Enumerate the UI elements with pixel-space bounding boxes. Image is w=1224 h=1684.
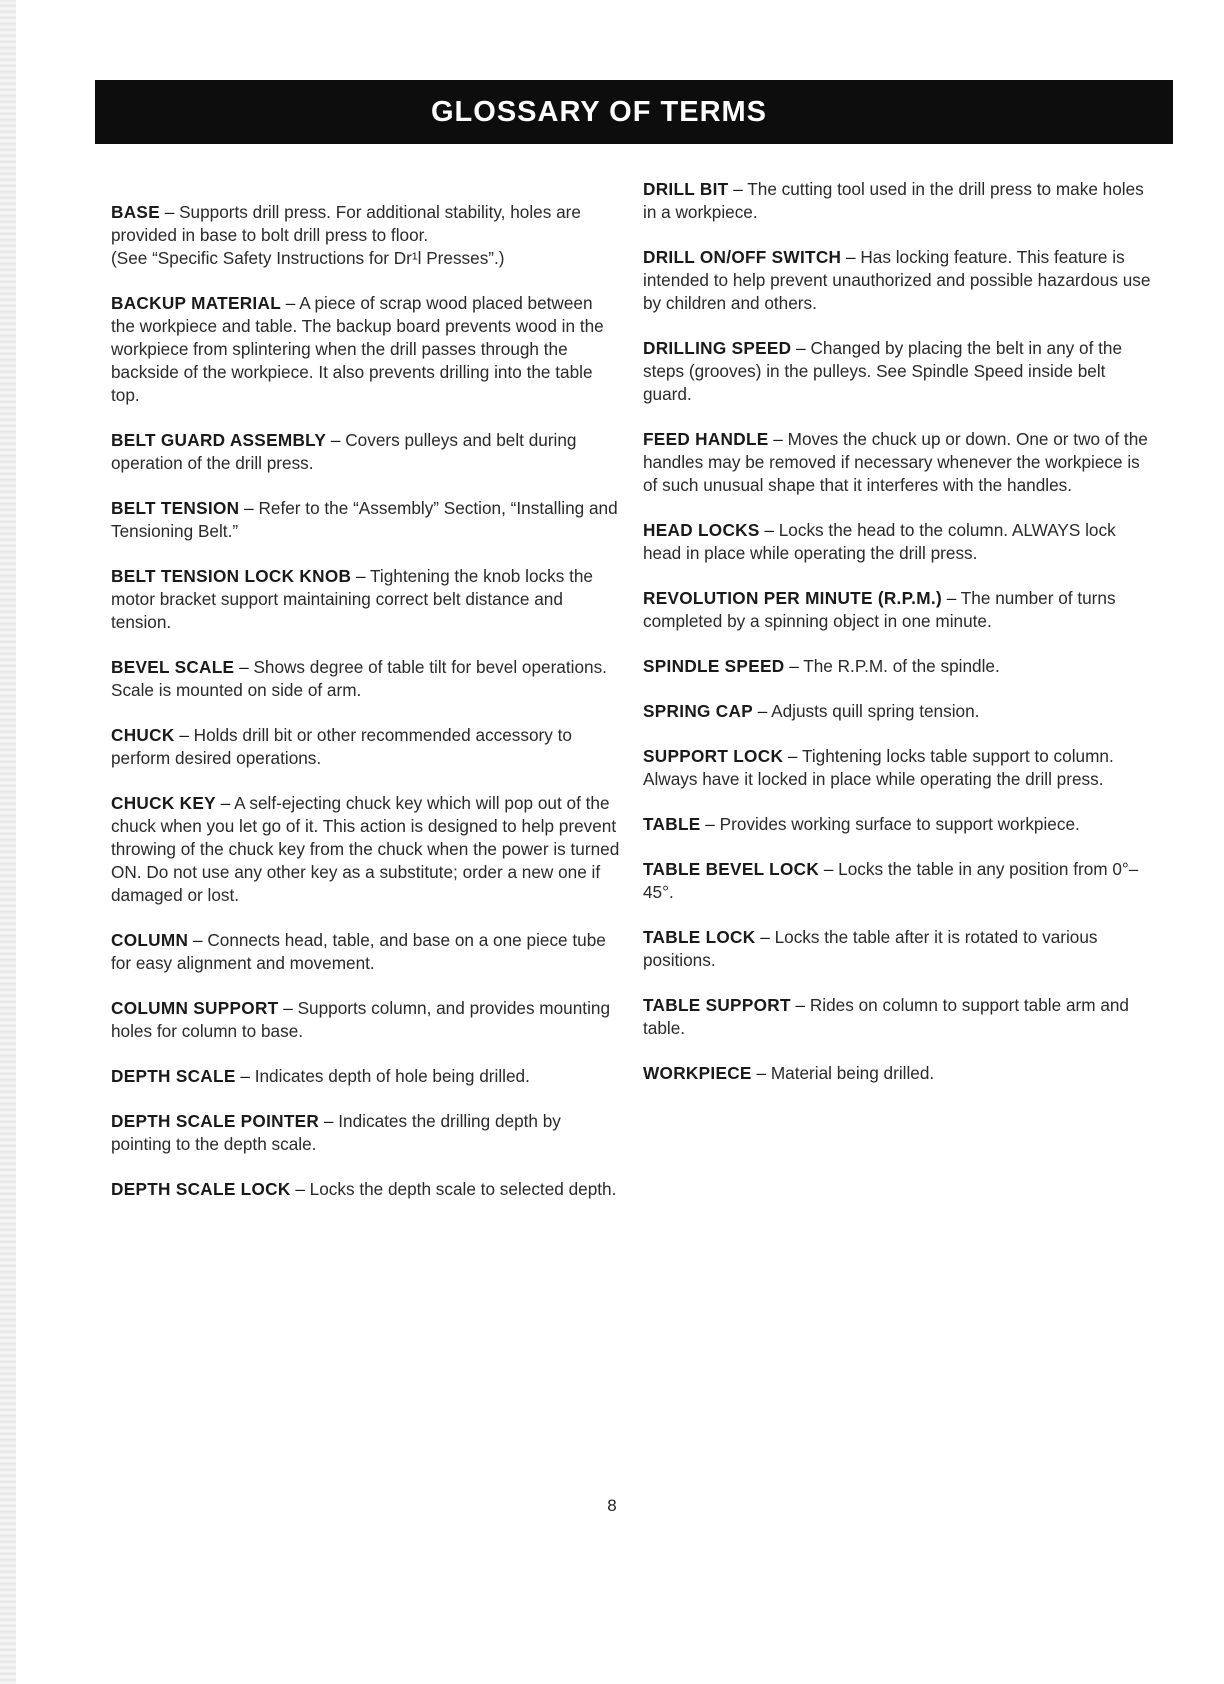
glossary-term: DEPTH SCALE — [111, 1066, 236, 1086]
glossary-term: COLUMN — [111, 930, 189, 950]
glossary-definition: Locks the depth scale to selected depth. — [309, 1179, 617, 1199]
glossary-definition: Changed by placing the belt in any of the steps (grooves) in the pulleys. See Spindle Speed inside belt guard. — [643, 338, 1123, 404]
glossary-definition: The R.P.M. of the spindle. — [803, 656, 1000, 676]
glossary-definition: Has locking feature. This feature is intended to help prevent unauthorized and possible hazardous use by children and others. — [643, 247, 1151, 313]
glossary-term: SPRING CAP — [643, 701, 753, 721]
glossary-definition: Moves the chuck up or down. One or two of the handles may be removed if necessary whenever the workpiece is of such unusual shape that it interferes with the handles. — [643, 429, 1148, 495]
glossary-definition: Indicates depth of hole being drilled. — [254, 1066, 530, 1086]
glossary-term: HEAD LOCKS — [643, 520, 760, 540]
glossary-definition: A self-ejecting chuck key which will pop out of the chuck when you let go of it. This action is designed to help prevent throwing of the chuck key from the chuck when the power is turned ON. Do not use any other key as a substitute; order a new one if damaged or lost. — [111, 793, 620, 905]
glossary-term: BELT TENSION — [111, 498, 240, 518]
glossary-definition: A piece of scrap wood placed between the workpiece and table. The backup board prevents wood in the workpiece from splintering when the drill passes through the backside of the workpiece. It also prevents drilling into the table top. — [111, 293, 604, 405]
glossary-definition: Locks the head to the column. ALWAYS lock head in place while operating the drill press. — [643, 520, 1116, 563]
glossary-definition: Material being drilled. — [770, 1063, 935, 1083]
glossary-entry-chuck-key: CHUCK KEY – A self-ejecting chuck key which will pop out of the chuck when you let go of it. This action is designed to help prevent throwing of the chuck key from the chuck when the power is turned ON. Do not use any other key as a substitute; order a new one if damaged or lost. — [111, 793, 620, 905]
glossary-term: DEPTH SCALE POINTER — [111, 1111, 320, 1131]
glossary-entry-table-support: TABLE SUPPORT – Rides on column to support table arm and table. — [643, 995, 1129, 1038]
glossary-definition: Tightening the knob locks the motor bracket support maintaining correct belt distance and tension. — [111, 566, 593, 632]
glossary-definition: Tightening locks table support to column. Always have it locked in place while operating the drill press. — [643, 746, 1114, 789]
glossary-entry-drill-bit: DRILL BIT – The cutting tool used in the drill press to make holes in a workpiece. — [643, 179, 1144, 222]
glossary-entry-column-support: COLUMN SUPPORT – Supports column, and provides mounting holes for column to base. — [111, 998, 611, 1041]
glossary-term: DRILLING SPEED — [643, 338, 792, 358]
glossary-definition: Locks the table after it is rotated to various positions. — [643, 927, 1098, 970]
glossary-term: DRILL ON/OFF SWITCH — [643, 247, 842, 267]
glossary-entry-backup-material: BACKUP MATERIAL – A piece of scrap wood placed between the workpiece and table. The backup board prevents wood in the workpiece from splintering when the drill passes through the backside of the workpiece. It also prevents drilling into the table top. — [111, 293, 604, 405]
glossary-term: FEED HANDLE — [643, 429, 769, 449]
glossary-entry-column: COLUMN – Connects head, table, and base on a one piece tube for easy alignment and movement. — [111, 930, 606, 973]
glossary-term: TABLE SUPPORT — [643, 995, 791, 1015]
glossary-definition: Provides working surface to support workpiece. — [719, 814, 1080, 834]
glossary-entry-table: TABLE – Provides working surface to support workpiece. — [643, 814, 1080, 834]
glossary-entry-chuck: CHUCK – Holds drill bit or other recommended accessory to perform desired operations. — [111, 725, 572, 768]
glossary-entry-support-lock: SUPPORT LOCK – Tightening locks table support to column. Always have it locked in place while operating the drill press. — [643, 746, 1114, 789]
glossary-entry-table-lock: TABLE LOCK – Locks the table after it is rotated to various positions. — [643, 927, 1098, 970]
glossary-entry-depth-scale-pointer: DEPTH SCALE POINTER – Indicates the drilling depth by pointing to the depth scale. — [111, 1111, 561, 1154]
glossary-definition: The cutting tool used in the drill press to make holes in a workpiece. — [643, 179, 1144, 222]
glossary-term: REVOLUTION PER MINUTE (R.P.M.) — [643, 588, 942, 608]
glossary-term: BELT TENSION LOCK KNOB — [111, 566, 352, 586]
title-banner — [95, 80, 1173, 144]
glossary-term: COLUMN SUPPORT — [111, 998, 279, 1018]
glossary-entry-drilling-speed: DRILLING SPEED – Changed by placing the belt in any of the steps (grooves) in the pulleys. See Spindle Speed inside belt guard. — [643, 338, 1123, 404]
glossary-entry-feed-handle: FEED HANDLE – Moves the chuck up or down. One or two of the handles may be removed if necessary whenever the workpiece is of such unusual shape that it interferes with the handles. — [643, 429, 1148, 495]
glossary-entry-belt-guard-assembly: BELT GUARD ASSEMBLY – Covers pulleys and belt during operation of the drill press. — [111, 430, 577, 473]
glossary-term: BEVEL SCALE — [111, 657, 235, 677]
glossary-definition: The number of turns completed by a spinning object in one minute. — [643, 588, 1116, 631]
glossary-term: CHUCK KEY — [111, 793, 216, 813]
right-column — [643, 178, 1153, 1107]
glossary-definition: Shows degree of table tilt for bevel operations. Scale is mounted on side of arm. — [111, 657, 607, 700]
glossary-entry-spindle-speed: SPINDLE SPEED – The R.P.M. of the spindle. — [643, 656, 1000, 676]
glossary-definition: Locks the table in any position from 0°– 45°. — [643, 859, 1139, 902]
page-number: 8 — [607, 1496, 617, 1515]
glossary-entry-table-bevel-lock: TABLE BEVEL LOCK – Locks the table in any position from 0°– 45°. — [643, 859, 1139, 902]
glossary-entry-belt-tension-lock-knob: BELT TENSION LOCK KNOB – Tightening the knob locks the motor bracket support maintaining correct belt distance and tension. — [111, 566, 593, 632]
glossary-definition: Covers pulleys and belt during operation of the drill press. — [111, 430, 577, 473]
glossary-entry-spring-cap: SPRING CAP – Adjusts quill spring tension. — [643, 701, 980, 721]
glossary-definition: Adjusts quill spring tension. — [771, 701, 980, 721]
glossary-term: TABLE — [643, 814, 701, 834]
glossary-definition: Indicates the drilling depth by pointing to the depth scale. — [111, 1111, 561, 1154]
glossary-entry-depth-scale-lock: DEPTH SCALE LOCK – Locks the depth scale to selected depth. — [111, 1179, 617, 1199]
glossary-entry-drill-on-off-switch: DRILL ON/OFF SWITCH – Has locking feature. This feature is intended to help prevent unauthorized and possible hazardous use by children and others. — [643, 247, 1151, 313]
glossary-term: WORKPIECE — [643, 1063, 752, 1083]
glossary-definition: Holds drill bit or other recommended accessory to perform desired operations. — [111, 725, 572, 768]
glossary-definition: Supports drill press. For additional stability, holes are provided in base to bolt drill press to floor. (See “Specific Safety Instructions for Dr¹l Presses”.) — [111, 202, 581, 268]
left-column — [111, 178, 621, 1223]
glossary-term: BASE — [111, 202, 160, 222]
glossary-entry-base: BASE – Supports drill press. For additional stability, holes are provided in base to bolt drill press to floor. (See “Specific Safety Instructions for Dr¹l Presses”.) — [111, 202, 581, 268]
glossary-entry-bevel-scale: BEVEL SCALE – Shows degree of table tilt for bevel operations. Scale is mounted on side of arm. — [111, 657, 607, 700]
glossary-term: SUPPORT LOCK — [643, 746, 784, 766]
page-title: GLOSSARY OF TERMS — [430, 95, 768, 128]
scan-edge — [0, 0, 16, 1684]
glossary-entry-head-locks: HEAD LOCKS – Locks the head to the column. ALWAYS lock head in place while operating the drill press. — [643, 520, 1116, 563]
glossary-entry-belt-tension: BELT TENSION – Refer to the “Assembly” Section, “Installing and Tensioning Belt.” — [111, 498, 618, 541]
glossary-term: BELT GUARD ASSEMBLY — [111, 430, 327, 450]
glossary-definition: Connects head, table, and base on a one piece tube for easy alignment and movement. — [111, 930, 606, 973]
glossary-definition: Supports column, and provides mounting holes for column to base. — [111, 998, 611, 1041]
glossary-definition: Refer to the “Assembly” Section, “Installing and Tensioning Belt.” — [111, 498, 618, 541]
glossary-term: DRILL BIT — [643, 179, 729, 199]
glossary-term: CHUCK — [111, 725, 175, 745]
glossary-entry-revolution-per-minute: REVOLUTION PER MINUTE (R.P.M.) – The number of turns completed by a spinning object in one minute. — [643, 588, 1116, 631]
glossary-term: DEPTH SCALE LOCK — [111, 1179, 291, 1199]
glossary-term: TABLE LOCK — [643, 927, 756, 947]
glossary-entry-workpiece: WORKPIECE – Material being drilled. — [643, 1063, 935, 1083]
glossary-term: TABLE BEVEL LOCK — [643, 859, 820, 879]
glossary-term: SPINDLE SPEED — [643, 656, 785, 676]
glossary-definition: Rides on column to support table arm and table. — [643, 995, 1129, 1038]
glossary-term: BACKUP MATERIAL — [111, 293, 282, 313]
glossary-entry-depth-scale: DEPTH SCALE – Indicates depth of hole being drilled. — [111, 1066, 530, 1086]
